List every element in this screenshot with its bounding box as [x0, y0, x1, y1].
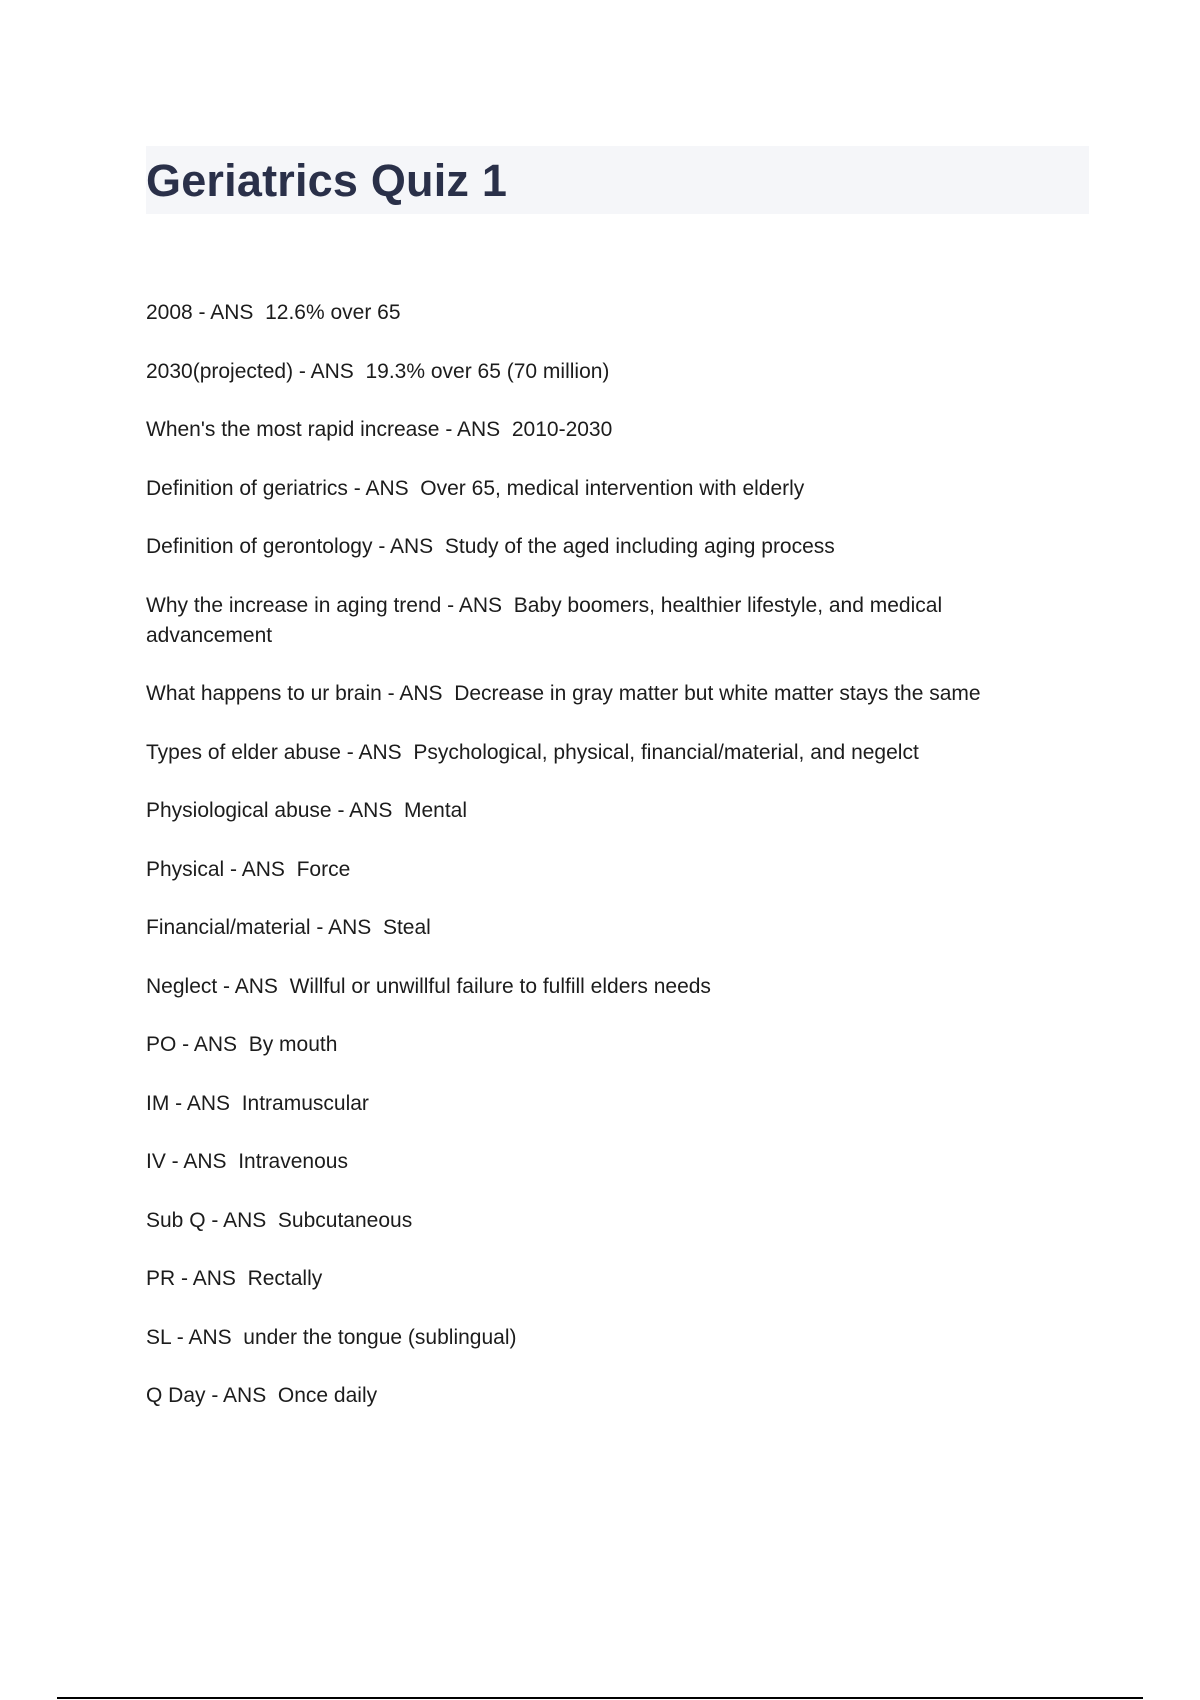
answer-marker: ANS: [328, 916, 372, 939]
answer-marker: ANS: [210, 301, 254, 324]
answer-marker: ANS: [183, 1150, 227, 1173]
question-text: 2008: [146, 301, 193, 324]
separator: -: [165, 1150, 184, 1173]
answer-text: Psychological, physical, financial/material, and negelct: [413, 740, 919, 764]
answer-marker: ANS: [241, 857, 285, 881]
question-text: Definition of gerontology: [146, 535, 373, 558]
answer-text: Intravenous: [238, 1150, 348, 1173]
question-text: IM: [146, 1091, 170, 1115]
separator: -: [205, 1208, 224, 1232]
answer-text: By mouth: [248, 1033, 338, 1056]
separator: -: [439, 418, 457, 441]
answer-text: Once daily: [277, 1384, 378, 1407]
separator: -: [293, 359, 311, 383]
answer-marker: ANS: [188, 1325, 232, 1349]
separator: -: [310, 916, 329, 939]
question-text: PR: [146, 1267, 176, 1290]
question-text: Financial/material: [146, 916, 311, 939]
qa-item: [146, 1206, 1066, 1236]
answer-text: Intramuscular: [241, 1091, 369, 1115]
qa-item: [146, 298, 1066, 328]
answer-text: Force: [296, 857, 351, 881]
qa-item: [146, 591, 1066, 651]
answer-text: Willful or unwillful failure to fulfill elders needs: [289, 974, 711, 998]
separator: -: [175, 1267, 193, 1290]
qa-item: [146, 1381, 1066, 1411]
separator: -: [192, 301, 211, 324]
qa-item: [146, 474, 1066, 504]
question-text: What happens to ur brain: [146, 682, 382, 705]
answer-marker: ANS: [192, 1267, 236, 1290]
answer-marker: ANS: [193, 1033, 238, 1056]
question-text: Sub Q: [146, 1208, 206, 1232]
separator: -: [372, 535, 390, 558]
answer-marker: ANS: [223, 1208, 267, 1232]
qa-item: [146, 738, 1066, 768]
separator: -: [441, 593, 459, 617]
question-text: IV: [146, 1150, 166, 1173]
answer-text: Subcutaneous: [277, 1208, 413, 1232]
page-title: Geriatrics Quiz 1: [146, 154, 508, 206]
question-text: 2030(projected): [146, 359, 294, 383]
question-text: Types of elder abuse: [146, 740, 341, 764]
answer-text: under the tongue (sublingual): [243, 1325, 517, 1349]
question-text: Q Day: [146, 1384, 206, 1407]
answer-marker: ANS: [365, 476, 409, 500]
separator: -: [170, 1325, 189, 1349]
qa-item: [146, 855, 1066, 885]
qa-item: [146, 1264, 1066, 1294]
qa-item: [146, 796, 1066, 826]
footer-divider: [57, 1697, 1143, 1699]
qa-item: [146, 1030, 1066, 1060]
question-text: When's the most rapid increase: [146, 418, 440, 441]
qa-item: [146, 532, 1066, 562]
qa-list: [146, 298, 1066, 1440]
separator: -: [169, 1091, 187, 1115]
question-text: PO: [146, 1033, 177, 1056]
qa-item: [146, 1147, 1066, 1177]
answer-marker: ANS: [349, 799, 393, 822]
question-text: Neglect: [146, 974, 218, 998]
answer-text: Baby boomers, healthier lifestyle, and medical advancement: [146, 593, 948, 647]
title-band: [146, 146, 1089, 214]
question-text: Physiological abuse: [146, 799, 332, 822]
qa-item: [146, 913, 1066, 943]
separator: -: [224, 857, 242, 881]
question-text: Why the increase in aging trend: [146, 593, 442, 617]
question-text: Physical: [146, 857, 225, 881]
question-text: SL: [146, 1325, 171, 1349]
qa-item: [146, 357, 1066, 387]
answer-text: 2010-2030: [511, 418, 613, 441]
answer-text: Rectally: [247, 1267, 323, 1290]
answer-marker: ANS: [399, 682, 443, 705]
answer-marker: ANS: [310, 359, 354, 383]
answer-marker: ANS: [457, 418, 501, 441]
answer-text: Decrease in gray matter but white matter stays the same: [454, 682, 981, 705]
separator: -: [217, 974, 235, 998]
qa-item: [146, 679, 1066, 709]
separator: -: [331, 799, 350, 822]
answer-marker: ANS: [234, 974, 278, 998]
separator: -: [205, 1384, 224, 1407]
separator: -: [176, 1033, 194, 1056]
answer-marker: ANS: [458, 593, 503, 617]
answer-text: 12.6% over 65: [265, 301, 401, 324]
answer-marker: ANS: [390, 535, 434, 558]
question-text: Definition of geriatrics: [146, 476, 348, 500]
answer-text: Study of the aged including aging process: [444, 535, 835, 558]
qa-item: [146, 415, 1066, 445]
separator: -: [347, 476, 366, 500]
separator: -: [381, 682, 400, 705]
answer-marker: ANS: [186, 1091, 231, 1115]
answer-text: Mental: [404, 799, 468, 822]
answer-text: 19.3% over 65 (70 million): [365, 359, 610, 383]
qa-item: [146, 1323, 1066, 1353]
answer-marker: ANS: [358, 740, 402, 764]
answer-marker: ANS: [223, 1384, 267, 1407]
qa-item: [146, 972, 1066, 1002]
qa-item: [146, 1089, 1066, 1119]
separator: -: [340, 740, 359, 764]
answer-text: Over 65, medical intervention with elderly: [420, 476, 805, 500]
answer-text: Steal: [382, 916, 431, 939]
